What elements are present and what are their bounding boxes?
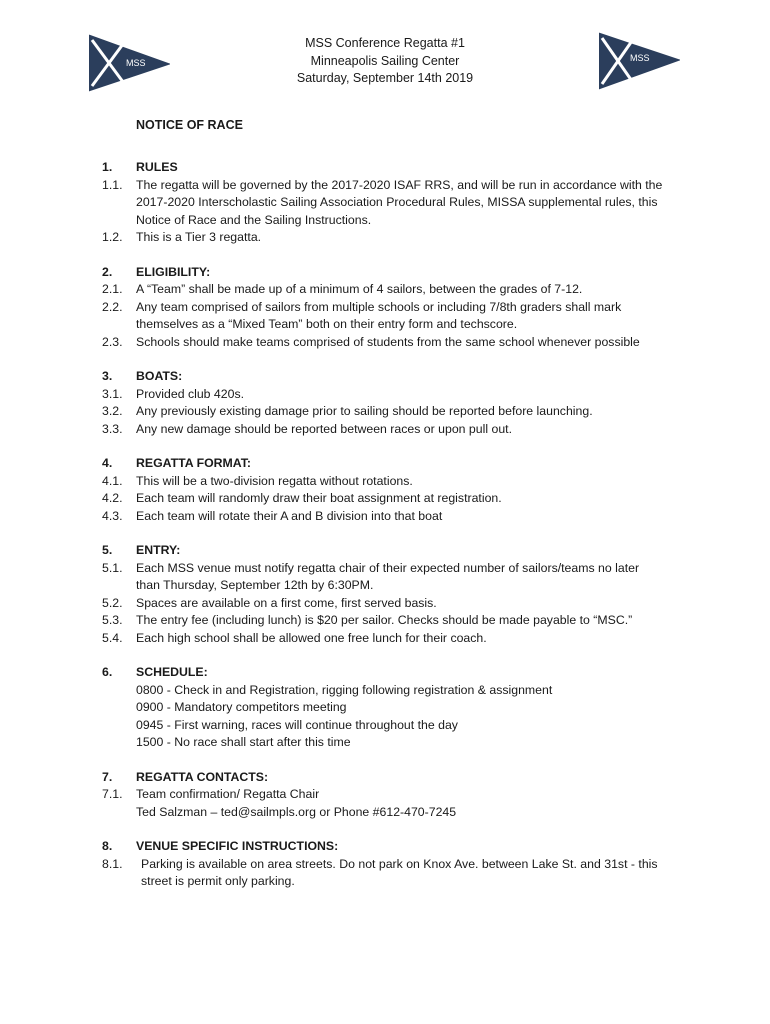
clause [0,682,770,700]
section-heading [0,664,770,682]
clause-number: 3.2. [102,404,123,418]
clause [0,229,770,247]
section-heading [0,159,770,177]
clause-number: 2.2. [102,299,123,314]
regatta-date: Saturday, September 14th 2019 [296,71,474,85]
clause-text: 0900 - Mandatory competitors meeting [136,700,347,714]
notice-body [0,159,770,908]
section-heading [0,368,770,386]
clause [0,508,770,526]
section-1 [0,159,770,247]
clause-number: 5.1. [102,560,123,575]
clause [0,699,770,717]
clause-text: 0800 - Check in and Registration, rigging following registration & assignment [136,682,553,697]
section-number: 5. [102,543,113,557]
section-title: VENUE SPECIFIC INSTRUCTIONS: [136,839,339,853]
clause-number: 4.3. [102,508,123,523]
section-5 [0,542,770,647]
section-number: 6. [102,665,113,679]
clause-text: 1500 - No race shall start after this time [136,735,351,749]
section-heading [0,542,770,560]
section-title: ENTRY: [136,543,181,557]
section-title: REGATTA CONTACTS: [136,769,269,784]
clause-number: 5.4. [102,630,123,645]
clause-text: A “Team” shall be made up of a minimum of 4 sailors, between the grades of 7-12. [136,282,583,296]
section-title: ELIGIBILITY: [136,264,211,279]
clause-text: Ted Salzman – ted@sailmpls.org or Phone #612-470-7245 [136,804,457,819]
clause-text: 0945 - First warning, races will continue throughout the day [136,717,458,732]
clause-text: Parking is available on area streets. Do not park on Knox Ave. between Lake St. and 31st - this street is permit only parking. [141,856,658,888]
section-number: 3. [102,369,113,383]
clause-text: This is a Tier 3 regatta. [136,230,262,244]
clause-text: Provided club 420s. [136,386,245,401]
venue-name: Minneapolis Sailing Center [310,53,460,68]
clause-number: 2.1. [102,282,123,296]
section-heading [0,769,770,787]
section-title: SCHEDULE: [136,665,208,679]
clause [0,473,770,491]
clause-text: The entry fee (including lunch) is $20 per sailor. Checks should be made payable to “MSC.” [136,613,633,627]
section-4 [0,455,770,525]
clause [0,299,770,334]
clause [0,595,770,613]
clause-text: Any team comprised of sailors from multiple schools or including 7/8th graders shall mark themselves as a “Mixed Team” both on their entry form and techscore. [136,299,622,331]
clause-number: 4.2. [102,491,123,505]
clause-number: 1.2. [102,230,123,244]
clause-number: 3.3. [102,421,123,436]
clause [0,421,770,439]
clause-text: Each team will randomly draw their boat assignment at registration. [136,491,502,505]
clause [0,804,770,822]
regatta-name: MSS Conference Regatta #1 [305,36,465,50]
section-number: 4. [102,456,113,470]
section-number: 2. [102,264,113,279]
clause [0,630,770,648]
clause-number: 1.1. [102,177,123,192]
clause-number: 2.3. [102,334,123,349]
clause [0,856,770,891]
clause [0,786,770,804]
logo-text: MSS [630,53,650,63]
section-3 [0,368,770,438]
document-title: NOTICE OF RACE [136,118,243,132]
clause-number: 7.1. [102,787,123,801]
clause-number: 5.3. [102,613,123,627]
clause [0,490,770,508]
clause-text: The regatta will be governed by the 2017-2020 ISAF RRS, and will be run in accordance with the 2017-2020 Interscholastic Sailing Association Procedural Rules, MISSA supplemental rules, this Notice of Race and the Sailing Instructions. [136,177,663,227]
clause [0,177,770,230]
clause-text: Spaces are available on a first come, first served basis. [136,595,437,610]
clause [0,560,770,595]
clause [0,612,770,630]
clause [0,717,770,735]
clause-text: Schools should make teams comprised of students from the same school whenever possible [136,334,640,349]
clause-text: Any new damage should be reported between races or upon pull out. [136,421,512,436]
section-heading [0,264,770,282]
section-heading [0,455,770,473]
section-number: 1. [102,160,113,174]
clause-text: This will be a two-division regatta without rotations. [136,473,413,488]
section-2 [0,264,770,352]
clause [0,334,770,352]
section-6 [0,664,770,752]
clause [0,386,770,404]
clause [0,281,770,299]
clause [0,403,770,421]
clause-number: 3.1. [102,386,123,401]
section-heading [0,838,770,856]
clause-number: 4.1. [102,473,123,488]
document-header [0,35,770,88]
clause-text: Each MSS venue must notify regatta chair of their expected number of sailors/teams no later than Thursday, September 12th by 6:30PM. [136,560,640,592]
clause-text: Each team will rotate their A and B division into that boat [136,508,443,523]
clause-text: Any previously existing damage prior to sailing should be reported before launching. [136,404,593,418]
logo-text: MSS [126,58,146,68]
section-title: RULES [136,160,178,174]
clause-number: 8.1. [102,856,123,871]
clause-text: Each high school shall be allowed one free lunch for their coach. [136,630,487,645]
clause-text: Team confirmation/ Regatta Chair [136,787,320,801]
clause [0,734,770,752]
section-number: 7. [102,769,113,784]
section-8 [0,838,770,891]
section-title: REGATTA FORMAT: [136,456,251,470]
clause-number: 5.2. [102,595,123,610]
section-7 [0,769,770,822]
section-title: BOATS: [136,369,183,383]
section-number: 8. [102,839,113,853]
